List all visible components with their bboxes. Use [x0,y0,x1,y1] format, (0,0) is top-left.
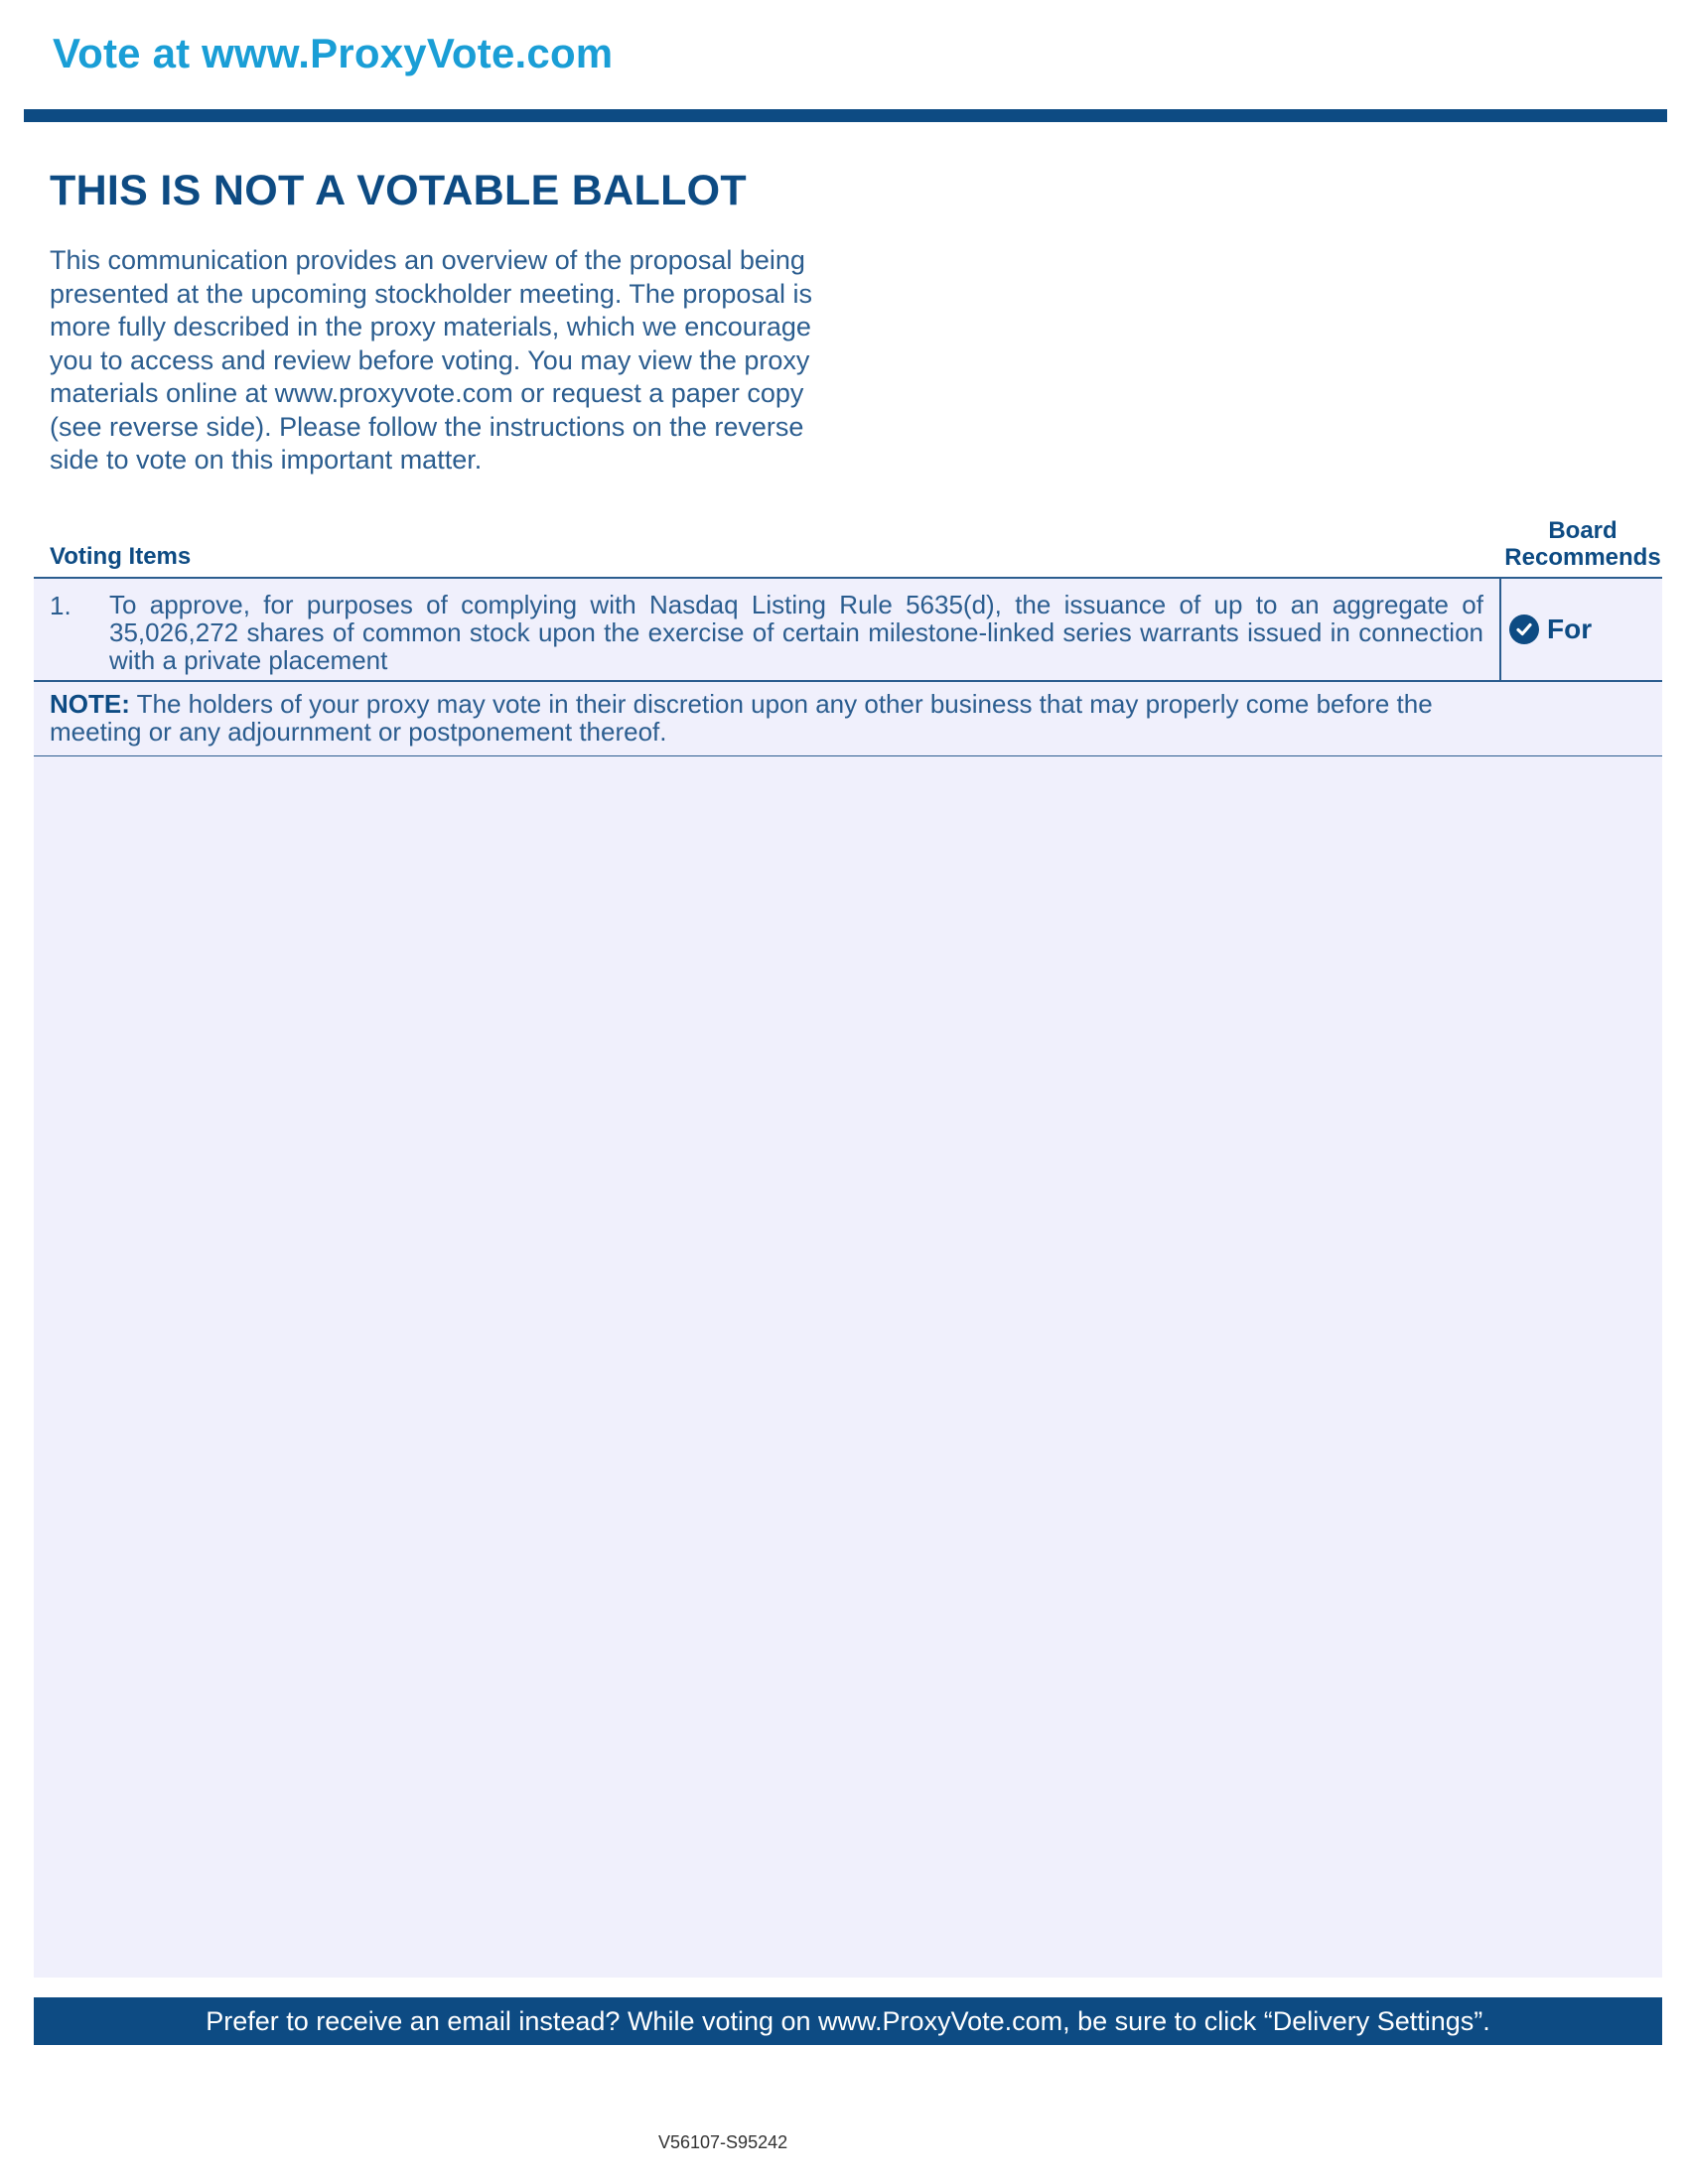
board-recommendation [1499,579,1662,680]
recommendation-label: For [1547,614,1593,644]
voting-items-header: Voting Items [50,543,192,570]
page-title: THIS IS NOT A VOTABLE BALLOT [50,167,747,214]
intro-paragraph: This communication provides an overview of the proposal being presented at the upcoming stockholder meeting. The proposal is more fully described in the proxy materials, which we encourage you to access and review before voting. You may view the proxy materials online at www.proxyvote.com or request a paper copy (see reverse side). Please follow the instructions on the reverse side to vote on this important matter. [50,245,812,475]
voting-table [34,511,1662,757]
note-label: NOTE: [50,689,130,719]
item-description: To approve, for purposes of complying with Nasdaq Listing Rule 5635(d), the issuance of up to an aggregate of 35,026,272 shares of common stock upon the exercise of certain milestone-linked series warrants issued in connection with a private placement [109,590,1483,675]
table-row [34,579,1662,682]
proxyvote-link[interactable]: Vote at www.ProxyVote.com [53,30,614,76]
item-number: 1. [50,591,71,620]
header-divider [24,109,1667,122]
table-header [34,511,1662,579]
note-text: The holders of your proxy may vote in their discretion upon any other business that may properly come before the meeting or any adjournment or postponement thereof. [50,689,1433,747]
board-recommends-header: Board Recommends [1504,517,1661,571]
document-code: V56107-S95242 [658,2132,788,2152]
check-circle-icon [1509,614,1539,644]
note-row [34,682,1662,757]
blank-panel [34,756,1662,1978]
footer-banner: Prefer to receive an email instead? While voting on www.ProxyVote.com, be sure to click “Delivery Settings”. [34,1997,1662,2045]
